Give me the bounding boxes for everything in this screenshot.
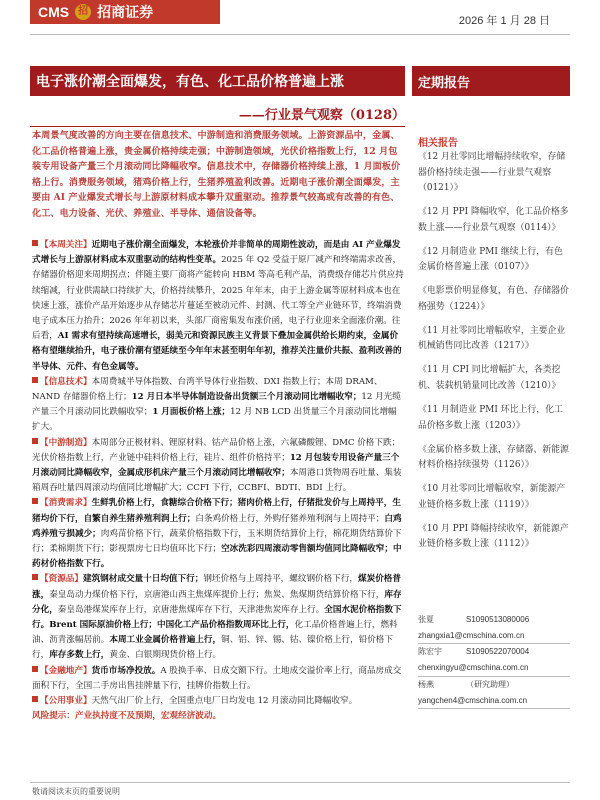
section-tag: 【资源品】	[40, 574, 83, 585]
report-date: 2026 年 1 月 28 日	[458, 15, 550, 27]
related-reports-title: 相关报告	[418, 138, 458, 149]
report-subtitle: ——行业景气观察（0128）	[238, 108, 405, 123]
analyst-entry	[418, 644, 570, 660]
report-title: 电子涨价潮全面爆发，有色、化工品价格普遍上涨	[36, 74, 344, 90]
analyst-email[interactable]: yangchen4@cmschina.com.cn	[418, 695, 528, 705]
report-type-bar	[412, 66, 570, 96]
related-report-link[interactable]: 《电影票价明显修复，有色、存储器价格强势（1224）》	[418, 286, 569, 312]
section-utilities: 【公用事业】天然气出厂价上行，全国重点电厂日均发电 12 月滚动同比降幅收窄。	[32, 694, 404, 709]
logo-emblem-icon: 招	[75, 4, 91, 20]
section-tag: 【信息技术】	[40, 376, 92, 387]
section-info-tech: 【信息技术】本周费城半导体指数、台湾半导体行业指数、DXI 指数上行；本周 DRAM、NAND 存储器价格上行；12 月日本半导体制造设备出货额三个月滚动同比增幅收窄；12 月光缆产量三个月滚动同比跌幅收窄；1 月面板价格上涨；12 月 NB LCD 出货量三个月滚动同比增幅扩大。	[32, 376, 401, 433]
logo-cms-text: CMS	[38, 4, 70, 20]
logo-cn-text: 招商证券	[97, 4, 154, 20]
section-tag: 【金融地产】	[40, 665, 92, 676]
section-tag: 【消费需求】	[40, 498, 92, 509]
section-consumer: 【消费需求】生鲜乳价格上行，食糖综合价格下行；猪肉价格上行，仔猪批发价与上周持平，生猪均价下行，自繁自养生猪养殖利润上行；白条鸡价格上行，外购仔猪养殖利润与上周持平；白鸡鸡养殖亏损减少；肉鸡苗价格下行，蔬菜价格指数下行，玉米期货结算价上行，棉花期货结算价下行；柔棉期货下行；影视票房七日均值环比下行；空冰洗彩四周滚动零售额均值同比降幅收窄；中药材价格指数下行。	[32, 498, 402, 570]
square-bullet-icon	[32, 696, 38, 702]
analyst-name: 陈宏宇	[418, 647, 442, 657]
analyst-email[interactable]: chenxingyu@cmschina.com.cn	[418, 663, 529, 673]
analyst-email[interactable]: zhangxia1@cmschina.com.cn	[418, 630, 525, 640]
header-divider	[30, 34, 570, 35]
related-report-link[interactable]: 《10 月社零同比增幅收窄，新能源产业链价格多数上涨（1119）》	[418, 484, 566, 510]
related-report-link[interactable]: 《11 月制造业 PMI 环比上行，化工品价格多数上涨（1203）》	[418, 405, 563, 431]
footer-note: 敬请阅读末页的重要说明	[32, 787, 120, 796]
square-bullet-icon	[32, 438, 38, 444]
analyst-name: 杨燕	[418, 679, 434, 689]
report-body	[32, 238, 404, 725]
section-finance-realestate: 【金融地产】货币市场净投放。A 股换手率、日成交额下行。土地成交溢价率上行，商品房成交面积下行，全国二手房出售挂牌量下行，挂牌价指数上行。	[32, 665, 402, 691]
related-report-link[interactable]: 《金属价格多数上涨，存储器、新能源材料价格持续强势（1126）》	[418, 444, 569, 471]
analyst-entry	[418, 677, 570, 693]
square-bullet-icon	[32, 377, 38, 383]
section-tag: 【中游制造】	[40, 437, 92, 448]
analyst-id: （研究助理）	[466, 679, 514, 689]
analyst-name: 张夏	[418, 615, 434, 624]
related-report-link[interactable]: 《11 月社零同比增幅收窄，主要企业机械销售同比改善（1217）》	[418, 325, 566, 352]
square-bullet-icon	[32, 498, 38, 504]
section-tag: 【公用事业】	[40, 696, 92, 707]
related-report-link[interactable]: 《10 月 PPI 降幅持续收窄，新能源产业链价格多数上涨（1112）》	[418, 523, 569, 550]
related-report-link[interactable]: 《12 月 PPI 降幅收窄，化工品价格多数上涨——行业景气观察（0114）》	[418, 207, 569, 233]
related-report-link[interactable]: 《12 月制造业 PMI 继续上行，有色金属价格普遍上涨（0107）》	[418, 246, 563, 273]
section-resources: 【资源品】建筑钢材成交量十日均值下行；钢坯价格与上周持平，螺纹钢价格下行，煤炭价格普涨，秦皇岛动力煤价格下行，京唐港山西主焦煤库提价上行；焦炭、焦煤期货结算价格下行，库存分化，秦皇岛港煤炭库存上行，京唐港焦煤库存下行，天津港焦炭库存上行。全国水泥价格指数下行。Brent 国际原油价格上行；中国化工产品价格指数周环比上行，化工品价格普遍上行，燃料油、沥青涨幅居前。本周工业金属价格普遍上行，铜、铝、锌、锡、钴、镍价格上行，铅价格下行，库存多数上行，黄金、白银期现货价格上行。	[32, 574, 402, 661]
related-report-link[interactable]: 《11 月 CPI 同比增幅扩大，各类挖机、装载机销量同比改善（1210）》	[418, 365, 561, 391]
square-bullet-icon	[32, 666, 38, 672]
analyst-entry	[418, 612, 570, 628]
abstract-paragraph: 本周景气度改善的方向主要在信息技术、中游制造和消费服务领域。上游资源品中，金属、化工品价格普遍上涨，贵金属价格持续走强；中游制造领域，光伏价格指数上行，12 月包装专用设备产量三个月滚动同比降幅收窄。信息技术中，存储器价格持续上涨，1 月面板价格上行。消费服务领域，猪鸡价格上行，生猪养殖盈利改善。近期电子涨价潮全面爆发，主要由 AI 产业爆发式增长与上游原材料成本攀升双重驱动。推荐景气较高或有改善的有色、化工、电力设备、光伏、养殖业、半导体、通信设备等。	[32, 130, 401, 219]
analyst-id: S1090513080006	[466, 615, 530, 624]
section-tag: 【本周关注】	[40, 240, 92, 250]
footer-divider	[30, 782, 570, 783]
analyst-list	[418, 612, 570, 709]
company-logo	[30, 0, 220, 24]
related-report-link[interactable]: 《12 月社零同比增幅持续收窄，存储器价格持续走强——行业景气观察（0121）》	[418, 152, 566, 193]
square-bullet-icon	[32, 240, 38, 246]
risk-warning: 风险提示：产业执持度不及预期，宏观经济波动。	[32, 711, 222, 722]
report-title-bar	[30, 66, 405, 96]
related-reports-list	[418, 150, 570, 561]
square-bullet-icon	[32, 574, 38, 580]
analyst-id: S1090522070004	[466, 647, 530, 657]
report-type: 定期报告	[418, 75, 471, 91]
section-weekly-focus: 【本周关注】近期电子涨价潮全面爆发，本轮涨价并非简单的周期性波动，而是由 AI 产业爆发式增长与上游原材料成本双重驱动的结构性变革。2025 年 Q2 受益于原厂减产和终端需求改善，存储器价格迎来周期拐点；伴随主要厂商将产能转向 HBM 等高毛利产品，消费级存储芯片供应持续缩减，行业供需缺口持续扩大，价格持续攀升，2025 年年末，由于上游金属等原材料成本也在快速上涨，涨价产品开始逐步从存储芯片蔓延至被动元件、封测、代工等全产业链环节，终端消费电子成本压力抬升；2026 年年初以来，头部厂商密集发布涨价函，电子行业迎来全面涨价潮。往后看，AI 需求有望持续高速增长，弱美元和资源民族主义背景下叠加金属供给长期约束，金属价格有望继续抬升，电子涨价潮有望延续至今年年末甚至明年年初，推荐关注量价共振、盈利改善的半导体、元件、有色金属等。	[32, 240, 404, 372]
subtitle-divider	[30, 126, 405, 127]
analyst-divider	[418, 708, 570, 709]
section-midstream: 【中游制造】本周部分正极材料、锂原材料、钴产品价格上涨，六氟磷酸锂、DMC 价格下跌；光伏价格指数上行，产业链中硅料价格上行，硅片、组件价格持平；12 月包装专用设备产量三个月滚动同比降幅收窄，金属成形机床产量三个月滚动同比增幅收窄；本周港口货物周吞吐量、集装箱周吞吐量四周滚动均值同比增幅扩大；CCFI 下行，CCBFI、BDTI、BDI 上行。	[32, 437, 402, 494]
